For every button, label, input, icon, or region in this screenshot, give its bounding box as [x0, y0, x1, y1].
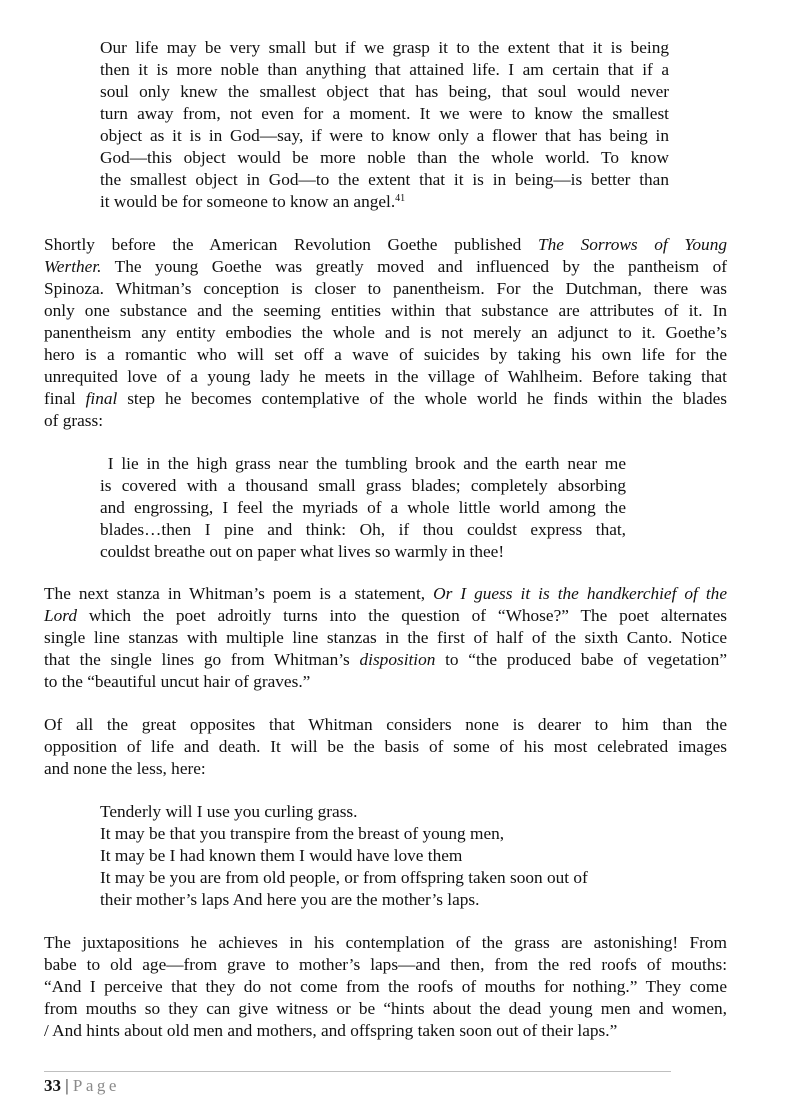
italic-quote: Or I guess it is the handkerchief of the	[433, 584, 727, 603]
quote-line: God—this object would be more noble than the whole world. To know	[100, 148, 669, 167]
paragraph-line	[44, 583, 727, 605]
quote-line: then it is more noble than anything that attained life. I am certain that if a	[100, 60, 669, 79]
italic-quote: Lord	[44, 606, 77, 625]
quote-line: I lie in the high grass near the tumbling brook and the earth near me	[100, 454, 626, 473]
paragraph-text: step he becomes contemplative of the whole world he finds within the blades	[117, 389, 727, 408]
paragraph-line: only one substance and the seeming entities within that substance are attributes of it. In	[44, 301, 727, 320]
poem-line: their mother’s laps And here you are the mother’s laps.	[100, 890, 480, 909]
paragraph-line: from mouths so they can give witness or be “hints about the dead young men and women,	[44, 999, 727, 1018]
poem-line: It may be you are from old people, or from offspring taken soon out of	[100, 868, 588, 887]
paragraph-line: panentheism any entity embodies the whole and is not merely an adjunct to it. Goethe’s	[44, 323, 727, 342]
poem-line: It may be I had known them I would have love them	[100, 846, 463, 865]
paragraph-text: The young Goethe was greatly moved and influenced by the pantheism of	[101, 257, 727, 276]
footer-separator: |	[65, 1076, 69, 1095]
quote-line	[100, 191, 669, 213]
book-title-italic: Werther.	[44, 257, 102, 276]
quote-line: Our life may be very small but if we grasp it to the extent that it is being	[100, 38, 669, 57]
quote-line: and engrossing, I feel the myriads of a whole little world among the	[100, 498, 626, 517]
paragraph-text: to “the produced babe of vegetation”	[435, 650, 727, 669]
italic-word: final	[85, 389, 118, 408]
paragraph-line: unrequited love of a young lady he meets in the village of Wahlheim. Before taking that	[44, 367, 727, 386]
paragraph-line: The juxtapositions he achieves in his contemplation of the grass are astonishing! From	[44, 933, 727, 952]
paragraph-line: Spinoza. Whitman’s conception is closer to panentheism. For the Dutchman, there was	[44, 279, 727, 298]
paragraph-line	[44, 234, 727, 256]
quote-line: the smallest object in God—to the extent that it is in being—is better than	[100, 170, 669, 189]
page-label: Page	[72, 1076, 120, 1095]
quote-line: blades…then I pine and think: Oh, if thou couldst express that,	[100, 520, 626, 539]
paragraph-line: hero is a romantic who will set off a wave of suicides by taking his own life for the	[44, 345, 727, 364]
paragraph-line: babe to old age—from grave to mother’s laps—and then, from the red roofs of mouths:	[44, 955, 727, 974]
paragraph-line: of grass:	[44, 411, 104, 430]
poem-line: It may be that you transpire from the breast of young men,	[100, 824, 505, 843]
paragraph-text: Shortly before the American Revolution Goethe published	[44, 235, 538, 254]
paragraph-line: to the “beautiful uncut hair of graves.”	[44, 672, 311, 691]
paragraph-text: final	[44, 389, 86, 408]
quote-line: turn away from, not even for a moment. It we were to know the smallest	[100, 104, 669, 123]
paragraph-line: opposition of life and death. It will be the basis of some of his most celebrated images	[44, 737, 727, 756]
page-footer	[44, 1075, 120, 1097]
paragraph-line	[44, 605, 727, 627]
paragraph-line: single line stanzas with multiple line stanzas in the first of half of the sixth Canto. Notice	[44, 628, 727, 647]
paragraph-line: “And I perceive that they do not come from the roofs of mouths for nothing.” They come	[44, 977, 727, 996]
poem-line: Tenderly will I use you curling grass.	[100, 802, 358, 821]
paragraph-line	[44, 388, 727, 410]
paragraph-line	[44, 649, 727, 671]
quote-line: soul only knew the smallest object that has being, that soul would never	[100, 82, 669, 101]
quote-line: couldst breathe out on paper what lives so warmly in thee!	[100, 542, 505, 561]
paragraph-text: which the poet adroitly turns into the question of “Whose?” The poet alternates	[76, 606, 727, 625]
quote-line: object as it is in God—say, if were to know only a flower that has being in	[100, 126, 669, 145]
footer-divider	[44, 1071, 671, 1072]
paragraph-text: that the single lines go from Whitman’s	[44, 650, 360, 669]
paragraph-text: The next stanza in Whitman’s poem is a statement,	[44, 584, 434, 603]
quote-text: it would be for someone to know an angel.	[100, 192, 396, 211]
footnote-marker: 41	[395, 193, 406, 204]
quote-line: is covered with a thousand small grass blades; completely absorbing	[100, 476, 626, 495]
page-number: 33	[44, 1076, 61, 1095]
book-title-italic: The Sorrows of Young	[538, 235, 727, 254]
paragraph-line: / And hints about old men and mothers, and offspring taken soon out of their laps.”	[44, 1021, 618, 1040]
paragraph-line	[44, 256, 727, 278]
paragraph-line: and none the less, here:	[44, 759, 206, 778]
paragraph-line: Of all the great opposites that Whitman considers none is dearer to him than the	[44, 715, 727, 734]
italic-word: disposition	[359, 650, 436, 669]
